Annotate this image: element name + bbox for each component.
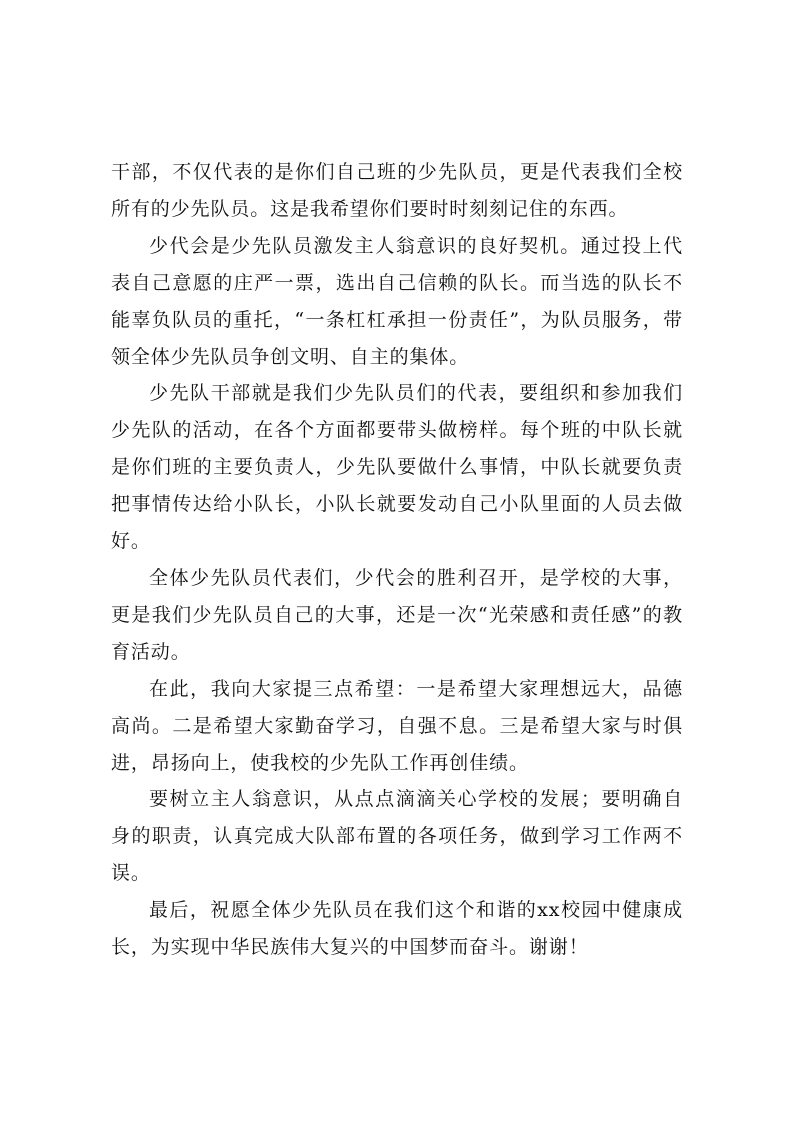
paragraph: 少先队干部就是我们少先队员们的代表，要组织和参加我们少先队的活动，在各个方面都要带头做榜样。每个班的中队长就是你们班的主要负责人，少先队要做什么事情，中队长就要负责把事情传达给小队长，小队长就要发动自己小队里面的人员去做好。	[111, 382, 683, 553]
paragraph-closing: 最后，祝愿全体少先队员在我们这个和谐的xx校园中健康成长，为实现中华民族伟大复兴的中国梦而奋斗。谢谢！	[111, 899, 683, 959]
paragraph-continued: 干部，不仅代表的是你们自己班的少先队员，更是代表我们全校所有的少先队员。这是我希望你们要时时刻刻记住的东西。	[111, 161, 683, 220]
paragraph: 在此，我向大家提三点希望：一是希望大家理想远大，品德高尚。二是希望大家勤奋学习，自强不息。三是希望大家与时俱进，昂扬向上，使我校的少先队工作再创佳绩。	[111, 677, 683, 774]
paragraph: 要树立主人翁意识，从点点滴滴关心学校的发展；要明确自身的职责，认真完成大队部布置的各项任务，做到学习工作两不误。	[111, 788, 683, 885]
document-body	[111, 154, 683, 966]
paragraph: 全体少先队员代表们，少代会的胜利召开，是学校的大事，更是我们少先队员自己的大事，还是一次“光荣感和责任感”的教育活动。	[111, 566, 683, 663]
paragraph: 少代会是少先队员激发主人翁意识的良好契机。通过投上代表自己意愿的庄严一票，选出自己信赖的队长。而当选的队长不能辜负队员的重托，“一条杠杠承担一份责任”，为队员服务，带领全体少先队员争创文明、自主的集体。	[111, 234, 683, 368]
